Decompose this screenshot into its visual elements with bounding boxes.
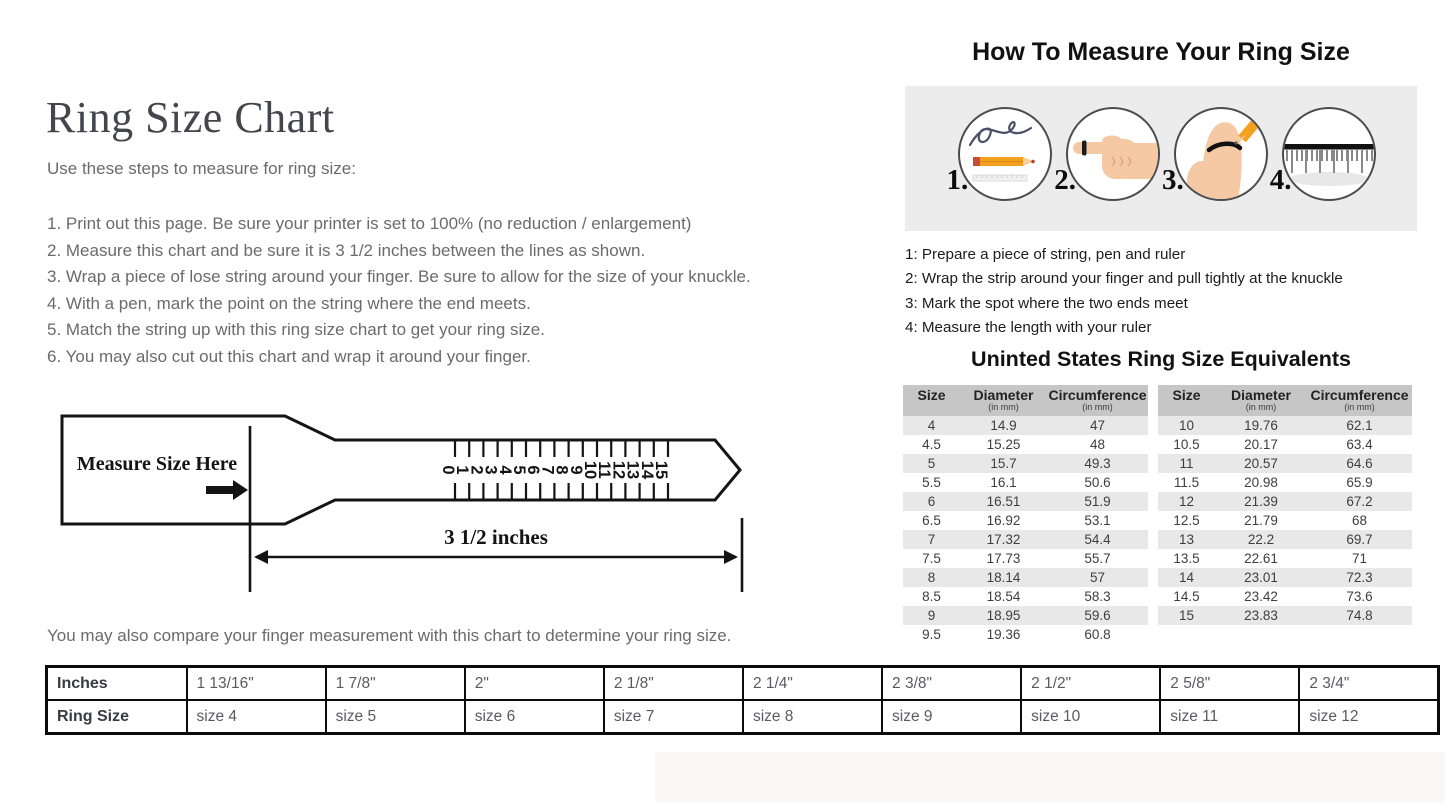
scale-number: 1 (453, 465, 472, 475)
size-cell: 19.36 (960, 625, 1047, 644)
size-row (903, 492, 1148, 511)
string-around-finger-icon (1066, 107, 1160, 201)
size-cell: 7.5 (903, 549, 960, 568)
scale-number: 3 (481, 465, 500, 475)
howto-instruction: 3: Mark the spot where the two ends meet (905, 294, 1188, 312)
size-row (903, 549, 1148, 568)
size-cell: 64.6 (1307, 454, 1412, 473)
size-cell: 68 (1307, 511, 1412, 530)
size-cell: 50.6 (1047, 473, 1148, 492)
howto-title: How To Measure Your Ring Size (972, 38, 1350, 66)
size-cell: 18.14 (960, 568, 1047, 587)
measure-step: 6. You may also cut out this chart and wrap it around your finger. (47, 346, 531, 366)
howto-step-1 (947, 107, 1053, 211)
size-row (903, 606, 1148, 625)
header-cell: Diameter (in mm) (960, 385, 1047, 416)
header-cell: Size (903, 385, 960, 416)
size-cell: 21.79 (1215, 511, 1307, 530)
size-cell: 22.61 (1215, 549, 1307, 568)
size-cell: 72.3 (1307, 568, 1412, 587)
row-label: Inches (47, 667, 187, 701)
size-cell: 62.1 (1307, 416, 1412, 435)
size-cell: 16.92 (960, 511, 1047, 530)
size-cell: 11.5 (1158, 473, 1215, 492)
header-cell: Circumference (in mm) (1307, 385, 1412, 416)
width-arrow-icon (254, 550, 738, 564)
ring-size-cell: size 6 (465, 700, 604, 734)
size-cell: 5.5 (903, 473, 960, 492)
size-cell: 17.32 (960, 530, 1047, 549)
step-number: 2. (1054, 163, 1076, 196)
size-row (903, 473, 1148, 492)
ring-size-cell: size 10 (1021, 700, 1160, 734)
size-cell: 59.6 (1047, 606, 1148, 625)
measure-step: 2. Measure this chart and be sure it is 3 1/2 inches between the lines as shown. (47, 240, 646, 260)
ring-size-cell: size 8 (743, 700, 882, 734)
size-row (903, 435, 1148, 454)
size-cell: 14.5 (1158, 587, 1215, 606)
size-row (1158, 530, 1412, 549)
size-row (1158, 473, 1412, 492)
step-number: 4. (1269, 163, 1292, 196)
size-cell: 15.7 (960, 454, 1047, 473)
size-cell: 9 (903, 606, 960, 625)
size-cell: 13 (1158, 530, 1215, 549)
size-table-header (903, 385, 1148, 416)
measure-step: 1. Print out this page. Be sure your printer is set to 100% (no reduction / enlargement) (47, 214, 692, 233)
size-cell: 21.39 (1215, 492, 1307, 511)
size-cell: 60.8 (1047, 625, 1148, 644)
size-cell: 48 (1047, 435, 1148, 454)
inches-cell: 1 13/16" (187, 667, 326, 701)
inches-cell: 2" (465, 667, 604, 701)
size-cell: 74.8 (1307, 606, 1412, 625)
ring-size-cell: size 7 (604, 700, 743, 734)
howto-step-4 (1270, 107, 1376, 211)
size-cell: 18.95 (960, 606, 1047, 625)
size-cell: 16.51 (960, 492, 1047, 511)
size-cell: 19.76 (1215, 416, 1307, 435)
scale-number: 13 (623, 460, 642, 480)
inches-cell: 2 3/4" (1299, 667, 1438, 701)
scale-number: 6 (524, 465, 543, 475)
size-cell: 69.7 (1307, 530, 1412, 549)
size-cell: 49.3 (1047, 454, 1148, 473)
size-cell: 58.3 (1047, 587, 1148, 606)
size-row (903, 416, 1148, 435)
size-row (1158, 549, 1412, 568)
size-row (1158, 568, 1412, 587)
size-cell: 67.2 (1307, 492, 1412, 511)
footer-tint (655, 752, 1445, 803)
size-cell: 8.5 (903, 587, 960, 606)
size-cell: 12.5 (1158, 511, 1215, 530)
row-label: Ring Size (47, 700, 187, 734)
size-cell: 13.5 (1158, 549, 1215, 568)
size-cell: 18.54 (960, 587, 1047, 606)
size-cell: 14.9 (960, 416, 1047, 435)
size-cell: 9.5 (903, 625, 960, 644)
size-cell: 23.83 (1215, 606, 1307, 625)
size-cell: 54.4 (1047, 530, 1148, 549)
ring-size-row (47, 700, 1439, 734)
size-cell: 15 (1158, 606, 1215, 625)
scale-number: 0 (439, 465, 457, 475)
howto-icons-box (905, 86, 1417, 231)
equivalents-title: Uninted States Ring Size Equivalents (971, 347, 1351, 371)
size-cell: 8 (903, 568, 960, 587)
size-cell: 20.57 (1215, 454, 1307, 473)
inches-cell: 1 7/8" (326, 667, 465, 701)
size-cell: 10.5 (1158, 435, 1215, 454)
inches-cell: 2 1/4" (743, 667, 882, 701)
string-pen-ruler-icon (958, 107, 1052, 201)
howto-instruction: 1: Prepare a piece of string, pen and ruler (905, 246, 1186, 263)
size-cell: 71 (1307, 549, 1412, 568)
ring-size-cell: size 12 (1299, 700, 1438, 734)
width-label: 3 1/2 inches (444, 525, 548, 549)
ring-size-cell: size 4 (187, 700, 326, 734)
size-cell: 11 (1158, 454, 1215, 473)
howto-step-3 (1162, 107, 1268, 211)
size-cell: 6 (903, 492, 960, 511)
size-cell: 55.7 (1047, 549, 1148, 568)
size-row (1158, 606, 1412, 625)
ring-sizer-diagram (40, 400, 760, 600)
measure-step: 3. Wrap a piece of lose string around your finger. Be sure to allow for the size of your knuckle. (47, 267, 751, 287)
size-cell: 7 (903, 530, 960, 549)
howto-instructions (905, 243, 1445, 341)
size-cell: 57 (1047, 568, 1148, 587)
scale-number: 2 (467, 465, 486, 475)
size-row (903, 511, 1148, 530)
size-cell: 63.4 (1307, 435, 1412, 454)
size-row (1158, 587, 1412, 606)
measure-steps-list (47, 211, 877, 371)
compare-note: You may also compare your finger measurement with this chart to determine your ring size. (47, 626, 732, 645)
intro-text: Use these steps to measure for ring size: (47, 159, 356, 178)
size-row (903, 587, 1148, 606)
ruler-measure-icon (1282, 107, 1376, 201)
size-cell: 6.5 (903, 511, 960, 530)
howto-step-2 (1054, 107, 1160, 211)
size-table-left (903, 385, 1148, 644)
inches-row (47, 667, 1439, 701)
inches-cell: 2 5/8" (1160, 667, 1299, 701)
size-row (903, 625, 1148, 644)
size-cell: 47 (1047, 416, 1148, 435)
scale-number: 9 (566, 465, 585, 475)
size-cell: 15.25 (960, 435, 1047, 454)
header-cell: Circumference (in mm) (1047, 385, 1148, 416)
size-cell: 4.5 (903, 435, 960, 454)
ring-size-cell: size 9 (882, 700, 1021, 734)
scale-number: 10 (581, 460, 599, 480)
size-cell: 20.98 (1215, 473, 1307, 492)
scale-number: 8 (552, 465, 571, 475)
size-cell: 22.2 (1215, 530, 1307, 549)
size-cell: 53.1 (1047, 511, 1148, 530)
howto-instruction: 4: Measure the length with your ruler (905, 319, 1152, 337)
size-row (1158, 416, 1412, 435)
scale-number: 11 (595, 461, 614, 479)
size-table-header (1158, 385, 1412, 416)
scale-number: 14 (637, 460, 656, 480)
size-cell: 23.42 (1215, 587, 1307, 606)
inches-to-size-table (45, 665, 1440, 735)
ring-size-cell: size 11 (1160, 700, 1299, 734)
step-number: 1. (946, 163, 969, 196)
page-title: Ring Size Chart (46, 93, 335, 142)
size-row (1158, 492, 1412, 511)
size-cell: 65.9 (1307, 473, 1412, 492)
scale-number: 5 (510, 465, 528, 475)
size-cell: 10 (1158, 416, 1215, 435)
measure-here-label: Measure Size Here (76, 453, 238, 475)
size-cell: 20.17 (1215, 435, 1307, 454)
howto-instruction: 2: Wrap the strip around your finger and pull tightly at the knuckle (905, 270, 1343, 288)
inches-cell: 2 1/8" (604, 667, 743, 701)
ring-size-cell: size 5 (326, 700, 465, 734)
size-cell: 16.1 (960, 473, 1047, 492)
header-cell: Diameter (in mm) (1215, 385, 1307, 416)
size-row (903, 568, 1148, 587)
size-cell: 12 (1158, 492, 1215, 511)
equivalents-tables (903, 385, 1412, 644)
size-cell: 5 (903, 454, 960, 473)
size-row (903, 530, 1148, 549)
size-cell: 14 (1158, 568, 1215, 587)
scale-number: 12 (609, 460, 628, 480)
inches-cell: 2 3/8" (882, 667, 1021, 701)
measure-step: 4. With a pen, mark the point on the string where the end meets. (47, 293, 531, 313)
size-cell: 73.6 (1307, 587, 1412, 606)
size-row (1158, 511, 1412, 530)
scale-number: 4 (495, 465, 514, 475)
scale-number: 15 (652, 460, 670, 480)
size-row (1158, 454, 1412, 473)
size-cell: 51.9 (1047, 492, 1148, 511)
scale-number: 7 (538, 465, 557, 475)
inches-cell: 2 1/2" (1021, 667, 1160, 701)
size-row (1158, 435, 1412, 454)
header-cell: Size (1158, 385, 1215, 416)
size-cell: 23.01 (1215, 568, 1307, 587)
measure-step: 5. Match the string up with this ring size chart to get your ring size. (47, 320, 545, 340)
size-table-right (1158, 385, 1412, 625)
step-number: 3. (1162, 163, 1184, 196)
mark-string-ends-icon (1174, 107, 1268, 201)
size-row (903, 454, 1148, 473)
size-cell: 4 (903, 416, 960, 435)
size-cell: 17.73 (960, 549, 1047, 568)
